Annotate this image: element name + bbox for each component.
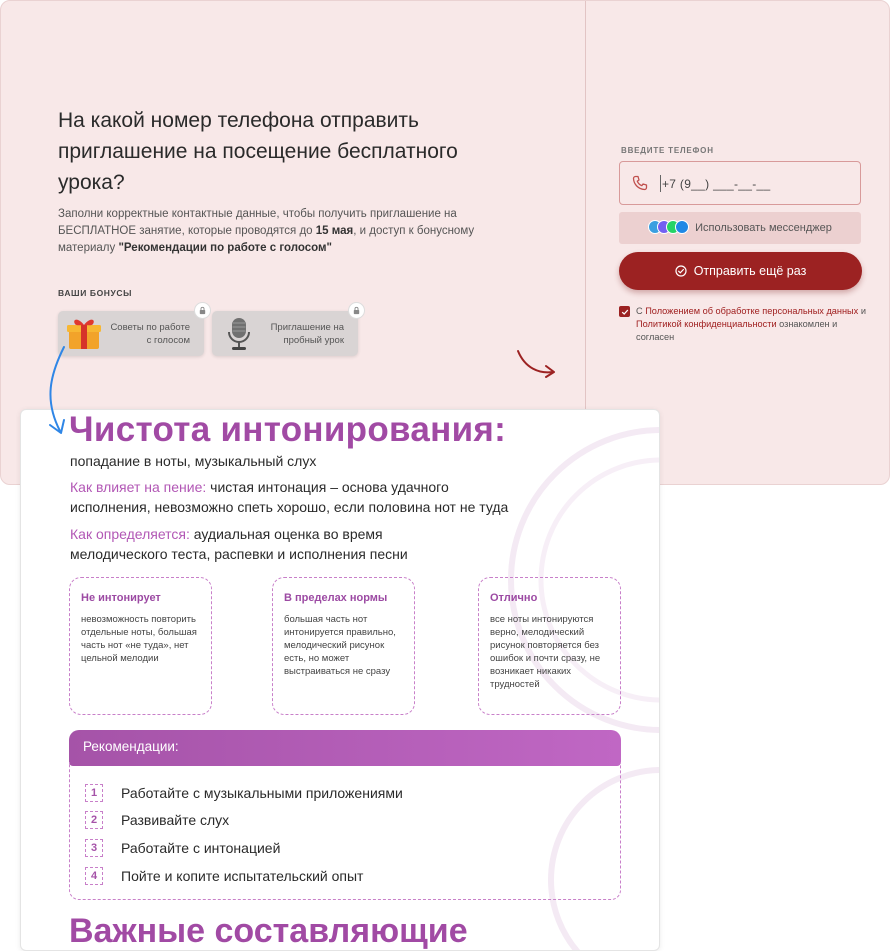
check-circle-icon [675,265,687,277]
list-item [85,866,363,886]
category-box [69,577,212,715]
checkmark-icon [621,308,629,316]
microphone-icon [226,316,252,352]
description-text-1: Заполни корректные контактные данные, чтобы получить приглашение на БЕСПЛАТНОЕ занятие, которые проводятся до [58,208,457,237]
bonus-label-line-1: Приглашение на [270,322,344,333]
privacy-data-link[interactable]: Положением об обработке персональных данных [645,306,859,316]
description-text-2: , и доступ к бонусному материалу [58,225,475,254]
bonus-label-line-2: пробный урок [283,335,344,346]
card-title: Чистота интонирования: [69,410,507,449]
influence-line-1 [70,477,449,497]
list-number: 1 [85,784,103,802]
category-title: Отлично [490,592,538,604]
list-item [85,783,403,803]
consent-text [636,305,866,344]
recommendations-header: Рекомендации: [69,730,621,766]
category-box [272,577,415,715]
list-item [85,810,229,830]
phone-icon [632,175,648,191]
category-title: В пределах нормы [284,592,388,604]
category-text: большая часть нот интонируется правильно, мелодический рисунок есть, но может выстраиваться не сразу [284,614,396,677]
consent-text-part: ознакомлен и согласен [636,319,838,342]
phone-label: ВВЕДИТЕ ТЕЛЕФОН [621,146,714,155]
influence-label: Как влияет на пение: [70,479,207,495]
bonus-label-line-1: Советы по работе [110,322,190,333]
lock-icon [348,302,365,319]
list-number: 3 [85,839,103,857]
use-messenger-label: Использовать мессенджер [695,222,832,234]
influence-line-2: исполнения, невозможно спеть хорошо, если половина нот не туда [70,499,509,515]
bonuses-label: ВАШИ БОНУСЫ [58,288,133,298]
resend-label: Отправить ещё раз [693,264,807,278]
bonus-card-trial-lesson[interactable] [212,311,358,356]
description-material: "Рекомендации по работе с голосом" [118,242,332,254]
arrow-down-icon [36,345,76,440]
phone-input[interactable] [619,161,861,205]
privacy-policy-link[interactable]: Политикой конфиденциальности [636,319,777,329]
page-title: На какой номер телефона отправить приглашение на посещение бесплатного урока? [58,109,458,194]
category-text: все ноты интонируются верно, мелодический рисунок повторяется без ошибок и почти сразу, не возникает никаких трудностей [490,614,601,690]
card-subtitle: попадание в ноты, музыкальный слух [70,453,317,469]
messenger-icons [648,220,692,236]
list-number: 4 [85,867,103,885]
phone-value: +7 (9__) ___-__-__ [662,177,771,191]
lock-icon [194,302,211,319]
category-title: Не интонирует [81,592,161,604]
detect-label: Как определяется: [70,526,190,542]
bonus-card-label [271,321,344,347]
consent-checkbox[interactable] [619,306,630,317]
arrow-right-icon [515,346,559,378]
category-box [478,577,621,715]
detect-line-1 [70,524,383,544]
description [58,206,518,257]
description-date: 15 мая [315,225,354,237]
info-card-image [20,409,660,951]
messenger-icon [675,220,689,234]
resend-button[interactable] [619,252,862,290]
list-text: Работайте с интонацией [121,840,281,856]
detect-text: аудиальная оценка во время [189,526,383,542]
bonus-label-line-2: с голосом [146,335,190,346]
list-text: Пойте и копите испытательский опыт [121,868,364,884]
detect-line-2: мелодического теста, распевки и исполнения песни [70,546,408,562]
card-footer-title: Важные составляющие [69,912,468,950]
category-text: невозможность повторить отдельные ноты, большая часть нот «не туда», нет цельной мелодии [81,614,197,664]
bonus-card-voice-tips[interactable] [58,311,204,356]
text-cursor [660,175,661,192]
list-text: Развивайте слух [121,812,230,828]
bonus-card-label [110,321,190,347]
consent-text-part: С [636,306,646,316]
list-number: 2 [85,811,103,829]
use-messenger-button[interactable] [619,212,861,244]
list-item [85,838,280,858]
list-text: Работайте с музыкальными приложениями [121,785,403,801]
consent-text-part: и [858,306,866,316]
influence-text: чистая интонация – основа удачного [206,479,449,495]
